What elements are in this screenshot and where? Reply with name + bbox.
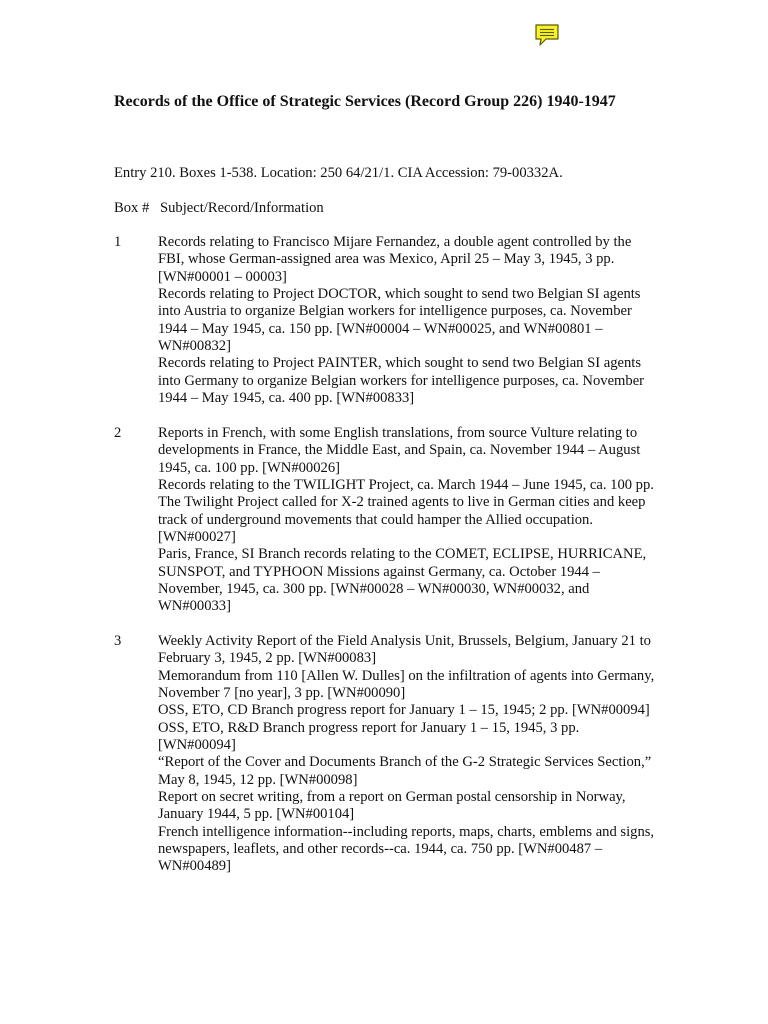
record-item: “Report of the Cover and Documents Branch of the G-2 Strategic Services Section,” May 8, 1945, 12 pp. [WN#00098]: [158, 754, 652, 788]
record-item: Memorandum from 110 [Allen W. Dulles] on the infiltration of agents into Germany, November 7 [no year], 3 pp. [WN#00090]: [158, 667, 655, 702]
entry-info: Entry 210. Boxes 1-538. Location: 250 64/21/1. CIA Accession: 79-00332A.: [114, 165, 563, 181]
record-item: Report on secret writing, from a report on German postal censorship in Norway, January 1944, 5 pp. [WN#00104]: [158, 789, 626, 823]
box-number: 2: [114, 425, 122, 441]
box-number: 1: [114, 234, 122, 250]
comment-icon-graphic: [534, 22, 560, 48]
record-item: OSS, ETO, CD Branch progress report for January 1 – 15, 1945; 2 pp. [WN#00094]: [158, 702, 650, 719]
record-item: Weekly Activity Report of the Field Analysis Unit, Brussels, Belgium, January 21 to February 3, 1945, 2 pp. [WN#00083]: [158, 633, 651, 667]
record-item: Paris, France, SI Branch records relating to the COMET, ECLIPSE, HURRICANE, SUNSPOT, and TYPHOON Missions against Germany, ca. October 1944 – November, 1945, ca. 300 pp. [WN#00028 – WN#00030, WN#00032, and WN#00033]: [158, 546, 647, 615]
box-entry-2: [114, 425, 659, 616]
record-item: Records relating to Project DOCTOR, which sought to send two Belgian SI agents into Austria to organize Belgian workers for intelligence purposes, ca. November 1944 – May 1945, ca. 150 pp. [WN#00004 – WN#00025, and WN#00801 – WN#00832]: [158, 286, 641, 355]
record-item: Records relating to Project PAINTER, which sought to send two Belgian SI agents into Germany to organize Belgian workers for intelligence purposes, ca. November 1944 – May 1945, ca. 400 pp. [WN#00833]: [158, 355, 645, 407]
box-entry-3: [114, 633, 659, 876]
comment-icon[interactable]: [534, 22, 560, 48]
column-headers: [114, 200, 324, 217]
box-number: 3: [114, 633, 122, 649]
record-item: French intelligence information--including reports, maps, charts, emblems and signs, newspapers, leaflets, and other records--ca. 1944, ca. 750 pp. [WN#00487 – WN#00489]: [158, 823, 655, 875]
record-item: Records relating to Francisco Mijare Fernandez, a double agent controlled by the FBI, whose German-assigned area was Mexico, April 25 – May 3, 1945, 3 pp. [WN#00001 – 00003]: [158, 234, 632, 285]
document-title: Records of the Office of Strategic Services (Record Group 226) 1940-1947: [114, 93, 616, 110]
record-item: Reports in French, with some English translations, from source Vulture relating to developments in France, the Middle East, and Spain, ca. November 1944 – August 1945, ca. 100 pp. [WN#00026]: [158, 425, 641, 476]
record-item: OSS, ETO, R&D Branch progress report for January 1 – 15, 1945, 3 pp. [WN#00094]: [158, 719, 580, 754]
column-header-subject: Subject/Record/Information: [160, 200, 324, 216]
box-entry-1: [114, 234, 659, 407]
record-item: Records relating to the TWILIGHT Project, ca. March 1944 – June 1945, ca. 100 pp. The Twilight Project called for X-2 trained agents to live in German cities and keep track of underground movements that could hamper the Allied occupation. [WN#00027]: [158, 477, 654, 546]
column-header-box: Box #: [114, 200, 150, 216]
